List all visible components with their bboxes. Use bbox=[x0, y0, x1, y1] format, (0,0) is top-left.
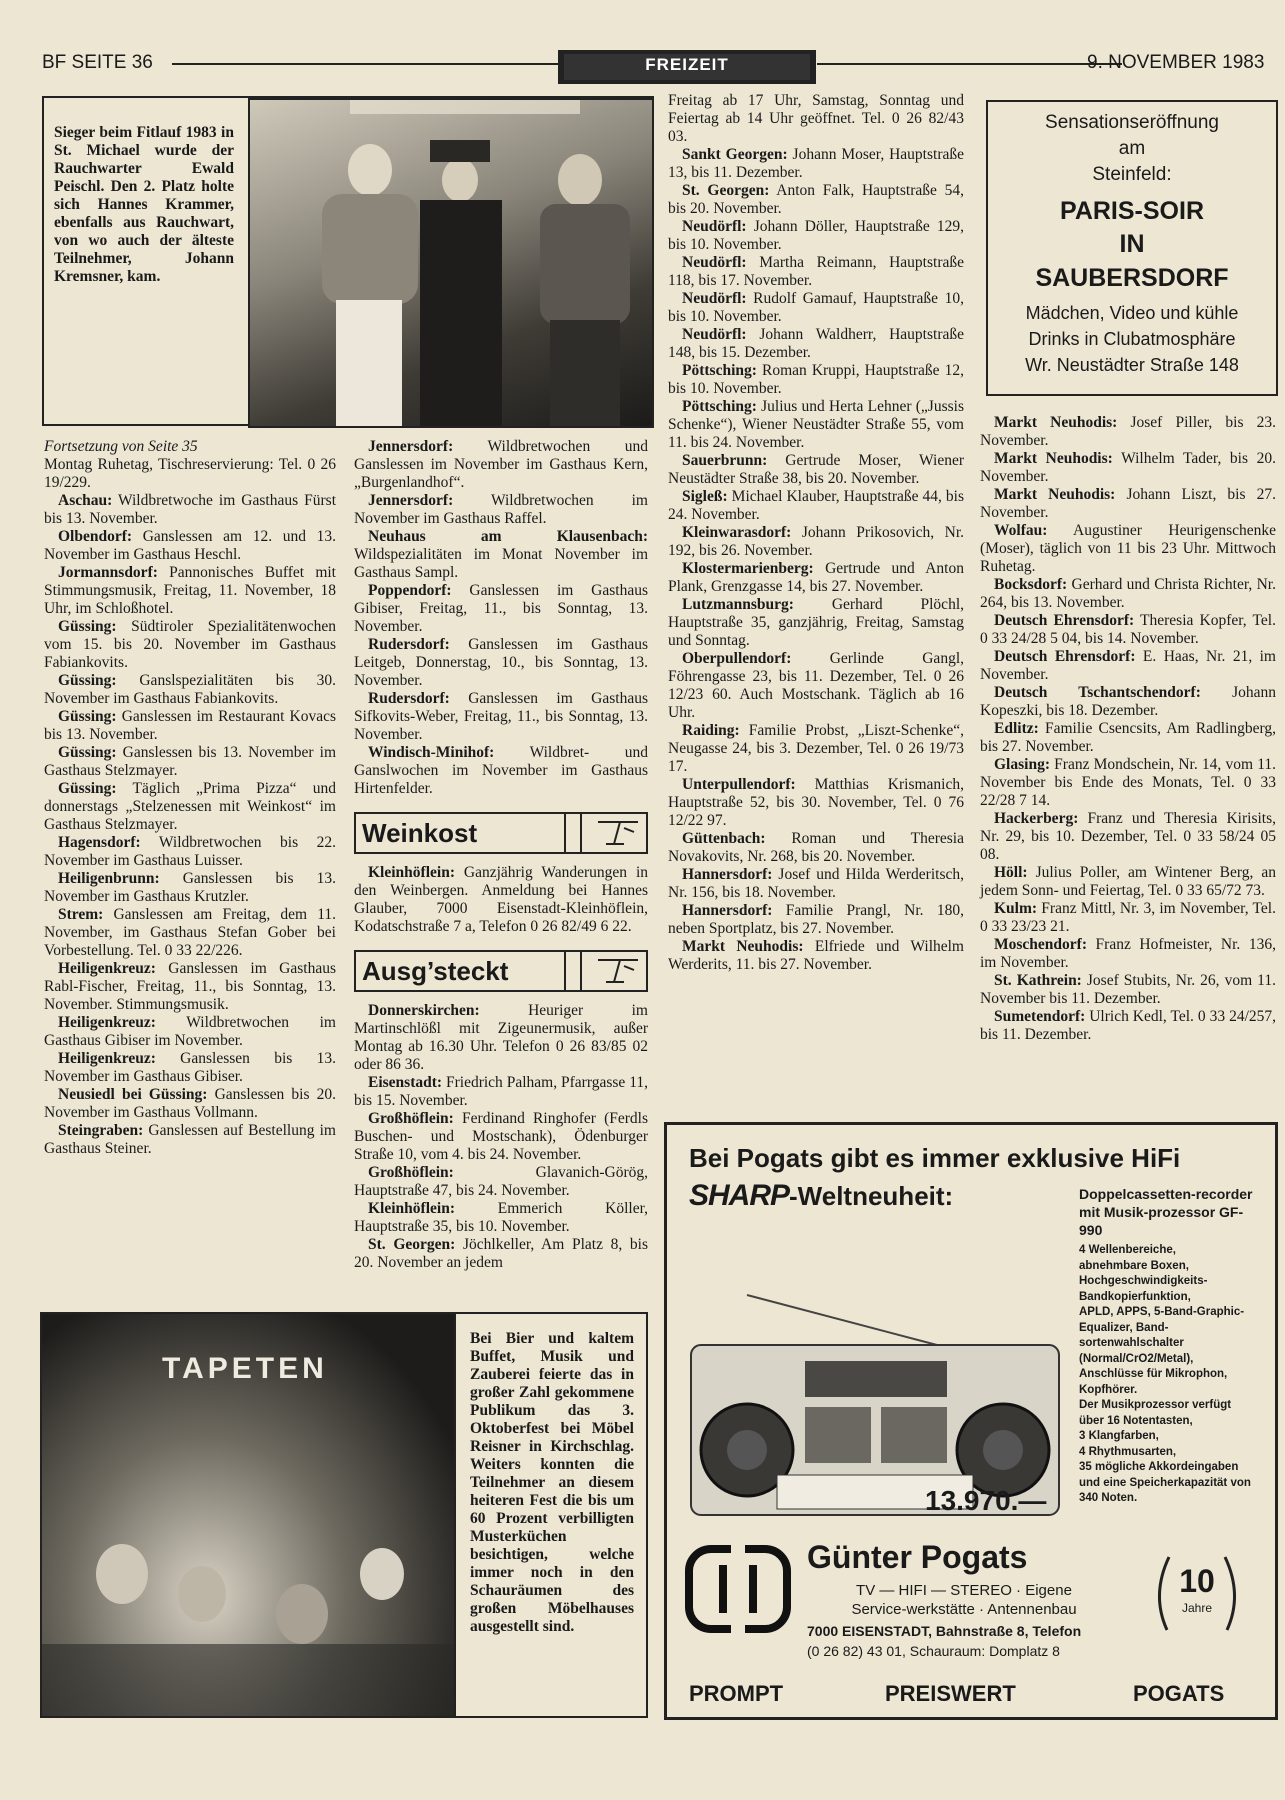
issue-date: 9. NOVEMBER 1983 bbox=[1087, 52, 1265, 73]
listing-entry bbox=[668, 254, 964, 290]
photo-oktoberfest bbox=[42, 1314, 456, 1716]
listing-entry bbox=[668, 902, 964, 938]
ad-paris-soir bbox=[986, 100, 1278, 396]
listing-entry bbox=[980, 486, 1276, 522]
listing-place: Raiding: bbox=[682, 722, 740, 739]
product-features bbox=[1079, 1243, 1259, 1507]
listing-entry bbox=[354, 492, 648, 528]
listing-text: Montag Ruhetag, Tischreservierung: Tel. 0 26 19/229. bbox=[44, 456, 336, 491]
listing-entry bbox=[44, 618, 336, 672]
listing-place: Rudersdorf: bbox=[368, 636, 450, 653]
listing-place: Donnerskirchen: bbox=[368, 1002, 480, 1019]
feature-line: abnehmbare Boxen, bbox=[1079, 1259, 1189, 1272]
header-rule bbox=[817, 63, 1122, 65]
listing-place: Heiligenkreuz: bbox=[58, 1014, 156, 1031]
listing-place: Eisenstadt: bbox=[368, 1074, 443, 1091]
listing-place: Deutsch Ehrensdorf: bbox=[994, 612, 1135, 629]
listing-entry bbox=[668, 146, 964, 182]
listing-entry bbox=[668, 290, 964, 326]
page-number: BF SEITE 36 bbox=[42, 52, 153, 73]
listing-text: Ganslessen im Gasthaus Rabl-Fischer, Freitag, 11., bis Sonntag, 13. November. Stimmungsmusik. bbox=[44, 960, 336, 1013]
photo2-block bbox=[40, 1312, 648, 1718]
listing-entry bbox=[354, 1236, 648, 1272]
listing-place: Neudörfl: bbox=[682, 290, 747, 307]
listing-text: Ganslessen bis 13. November im Gasthaus Stelzmayer. bbox=[44, 744, 336, 779]
listing-text: Familie Probst, „Liszt-Schenke“, Neugasse 24, bis 3. Dezember, Tel. 0 26 19/73 17. bbox=[668, 722, 964, 775]
listing-place: St. Georgen: bbox=[368, 1236, 456, 1253]
listing-entry bbox=[668, 362, 964, 398]
listing-text: Jöchlkeller, Am Platz 8, bis 20. November an jedem bbox=[354, 1236, 649, 1271]
listing-place: Glasing: bbox=[994, 756, 1050, 773]
listing-place: Sumetendorf: bbox=[994, 1008, 1086, 1025]
listing-place: Markt Neuhodis: bbox=[994, 414, 1118, 431]
listing-place: Oberpullendorf: bbox=[682, 650, 792, 667]
listing-text: Johann Moser, Hauptstraße 13, bis 11. Dezember. bbox=[668, 146, 964, 181]
listing-place: Heiligenbrunn: bbox=[58, 870, 160, 887]
listing-place: St. Georgen: bbox=[682, 182, 770, 199]
store-sign: TAPETEN bbox=[162, 1352, 328, 1385]
listing-text: Josef Stubits, Nr. 26, vom 11. November bis 11. Dezember. bbox=[980, 972, 1276, 1007]
listing-text: Emmerich Köller, Hauptstraße 35, bis 10. November. bbox=[354, 1200, 648, 1235]
listing-entry bbox=[980, 684, 1276, 720]
listing-entry bbox=[668, 722, 964, 776]
listing-place: Kleinhöflein: bbox=[368, 1200, 455, 1217]
listing-text: Rudolf Gamauf, Hauptstraße 10, bis 10. November. bbox=[668, 290, 964, 325]
listing-place: Deutsch Tschantschendorf: bbox=[994, 684, 1201, 701]
listing-text: Wilhelm Tader, bis 20. November. bbox=[980, 450, 1276, 485]
listing-text: Wildspezialitäten im Monat November im Gasthaus Sampl. bbox=[354, 546, 648, 581]
listing-text: E. Haas, Nr. 21, im November. bbox=[980, 648, 1276, 683]
wine-glass-icon bbox=[594, 956, 642, 986]
column-1 bbox=[44, 438, 336, 1158]
section-label: FREIZEIT bbox=[558, 50, 816, 84]
listing-entry bbox=[44, 1014, 336, 1050]
slogan-prompt: PROMPT bbox=[689, 1681, 784, 1706]
ad-paris-sub2: Drinks in Clubatmosphäre bbox=[1028, 329, 1236, 349]
ad-paris-title1: PARIS-SOIR bbox=[1060, 197, 1204, 225]
crowd-silhouettes bbox=[42, 1314, 454, 1716]
listing-entry bbox=[668, 398, 964, 452]
listing-place: Kleinhöflein: bbox=[368, 864, 455, 881]
slogan-preiswert: PREISWERT bbox=[885, 1681, 1016, 1706]
listing-text: Ganslspezialitäten bis 30. November im Gasthaus Fabiankovits. bbox=[44, 672, 336, 707]
listing-place: Hagensdorf: bbox=[58, 834, 141, 851]
listing-text: Ganslessen im Restaurant Kovacs bis 13. November. bbox=[44, 708, 336, 743]
listing-place: Strem: bbox=[58, 906, 104, 923]
ad-paris-sub3: Wr. Neustädter Straße 148 bbox=[1025, 355, 1239, 375]
listing-place: Markt Neuhodis: bbox=[682, 938, 804, 955]
anniversary-badge bbox=[1147, 1545, 1247, 1641]
listing-text: Familie Csencsits, Am Radlingberg, bis 27. November. bbox=[980, 720, 1276, 755]
listing-entry bbox=[44, 906, 336, 960]
company-phone: (0 26 82) 43 01, Schauraum: Domplatz 8 bbox=[807, 1643, 1060, 1659]
listing-entry bbox=[354, 1074, 648, 1110]
company-address: 7000 EISENSTADT, Bahnstraße 8, Telefon bbox=[807, 1623, 1082, 1639]
listing-place: Höll: bbox=[994, 864, 1028, 881]
product-title: Doppelcassetten-recorder mit Musik-prozessor GF-990 bbox=[1079, 1186, 1253, 1238]
listing-entry bbox=[668, 938, 964, 974]
listing-text: Ganslessen bis 13. November im Gasthaus Krutzler. bbox=[44, 870, 336, 905]
listing-text: Familie Prangl, Nr. 180, neben Sportplatz, bis 27. November. bbox=[668, 902, 964, 937]
listing-text: Ganslessen am 12. und 13. November im Gasthaus Heschl. bbox=[44, 528, 336, 563]
listing-place: Sauerbrunn: bbox=[682, 452, 768, 469]
listing-entry bbox=[354, 636, 648, 690]
feature-line: 35 mögliche Akkordeingaben und eine Speicherkapazität von 340 Noten. bbox=[1079, 1461, 1251, 1504]
listing-entry bbox=[44, 1122, 336, 1158]
listing-text: Wildbret- und Ganslwochen im November im Gasthaus Hirtenfelder. bbox=[354, 744, 648, 797]
listing-entry bbox=[980, 1008, 1276, 1044]
ad-paris-line2: am bbox=[1118, 138, 1146, 159]
listing-entry bbox=[980, 414, 1276, 450]
listing-place: Güssing: bbox=[58, 708, 117, 725]
listing-entry bbox=[44, 456, 336, 492]
listing-text: Wildbretwochen im November im Gasthaus Raffel. bbox=[354, 492, 648, 527]
listing-entry bbox=[44, 744, 336, 780]
listing-text: Theresia Kopfer, Tel. 0 33 24/28 5 04, bis 14. November. bbox=[980, 612, 1276, 647]
listing-entry bbox=[980, 756, 1276, 810]
listing-text: Gerhard Plöchl, Hauptstraße 35, ganzjährig, Freitag, Samstag und Sonntag. bbox=[668, 596, 964, 649]
listing-entry bbox=[44, 1050, 336, 1086]
page-header bbox=[42, 50, 1277, 80]
feature-line: 4 Wellenbereiche, bbox=[1079, 1244, 1176, 1256]
feature-line: 3 Klangfarben, bbox=[1079, 1430, 1159, 1442]
listing-place: Lutzmannsburg: bbox=[682, 596, 794, 613]
listing-place: Sigleß: bbox=[682, 488, 728, 505]
column-2 bbox=[354, 438, 648, 1272]
listing-place: Markt Neuhodis: bbox=[994, 486, 1116, 503]
listing-entry bbox=[668, 866, 964, 902]
listing-place: Edlitz: bbox=[994, 720, 1039, 737]
listing-place: Klostermarienberg: bbox=[682, 560, 814, 577]
listing-entry bbox=[668, 326, 964, 362]
listing-place: Großhöflein: bbox=[368, 1164, 454, 1181]
column-3 bbox=[668, 92, 964, 974]
listing-text: Johann Waldherr, Hauptstraße 148, bis 15. Dezember. bbox=[668, 326, 964, 361]
company-name: Günter Pogats bbox=[807, 1539, 1028, 1575]
ad-paris-title2: IN bbox=[1119, 230, 1145, 258]
listing-text: Anton Falk, Hauptstraße 54, bis 20. November. bbox=[668, 182, 964, 217]
listing-text: Michael Klauber, Hauptstraße 44, bis 24. November. bbox=[668, 488, 964, 523]
listing-text: Glavanich-Görög, Hauptstraße 47, bis 24. November. bbox=[354, 1164, 648, 1199]
listing-entry bbox=[44, 492, 336, 528]
listing-place: Pöttsching: bbox=[682, 362, 757, 379]
listing-text: Elfriede und Wilhelm Werderits, 11. bis 27. November. bbox=[668, 938, 964, 973]
listing-text: Franz Hofmeister, Nr. 136, im November. bbox=[980, 936, 1276, 971]
listing-place: Steingraben: bbox=[58, 1122, 144, 1139]
listing-entry bbox=[980, 648, 1276, 684]
hifi-brand-suffix: -Weltneuheit: bbox=[789, 1181, 954, 1211]
listing-entry bbox=[354, 1164, 648, 1200]
hifi-brand-line bbox=[689, 1179, 953, 1213]
listing-place: Markt Neuhodis: bbox=[994, 450, 1113, 467]
listing-entry bbox=[354, 528, 648, 582]
listing-text: Julius und Herta Lehner („Jussis Schenke“), Wiener Neustädter Straße 55, vom 11. bis 24. November. bbox=[668, 398, 964, 451]
listing-entry bbox=[980, 810, 1276, 864]
listing-place: Hackerberg: bbox=[994, 810, 1079, 827]
listing-place: Neudörfl: bbox=[682, 254, 747, 271]
listing-text: Ganslessen am Freitag, dem 11. November, im Gasthaus Stefan Gober bei Vorbestellung. Tel. 0 33 22/226. bbox=[44, 906, 336, 959]
badge-number: 10 bbox=[1179, 1563, 1215, 1599]
listing-entry bbox=[668, 560, 964, 596]
sharp-logo: SHARP bbox=[689, 1179, 790, 1212]
listing-place: Sankt Georgen: bbox=[682, 146, 788, 163]
listing-place: Hannersdorf: bbox=[682, 866, 773, 883]
photo-winners bbox=[248, 98, 654, 428]
listing-text: Heuriger im Martinschlößl mit Zigeunermusik, außer Montag ab 16.30 Uhr. Telefon 0 26 83/85 02 oder 86 36. bbox=[354, 1002, 648, 1073]
listing-place: Aschau: bbox=[58, 492, 113, 509]
listing-place: Pöttsching: bbox=[682, 398, 757, 415]
listing-entry bbox=[668, 596, 964, 650]
feature-line: Hochgeschwindigkeits-Bandkopierfunktion, bbox=[1079, 1275, 1208, 1303]
listing-entry bbox=[44, 564, 336, 618]
listing-text: Roman und Theresia Novakovits, Nr. 268, bis 20. November. bbox=[668, 830, 964, 865]
listing-entry bbox=[980, 576, 1276, 612]
listing-place: Rudersdorf: bbox=[368, 690, 450, 707]
listing-place: Kulm: bbox=[994, 900, 1038, 917]
listing-text: Josef und Hilda Werderitsch, Nr. 156, bis 18. November. bbox=[668, 866, 964, 901]
wine-glass-icon bbox=[594, 818, 642, 848]
listing-entry bbox=[980, 972, 1276, 1008]
listing-entry bbox=[668, 524, 964, 560]
listing-place: Moschendorf: bbox=[994, 936, 1087, 953]
listing-place: St. Kathrein: bbox=[994, 972, 1082, 989]
listing-place: Güttenbach: bbox=[682, 830, 766, 847]
continuation-note: Fortsetzung von Seite 35 bbox=[44, 438, 198, 455]
ad-paris-line1: Sensationseröffnung bbox=[1045, 112, 1219, 133]
listing-text: Friedrich Palham, Pfarrgasse 11, bis 15. November. bbox=[354, 1074, 648, 1109]
listing-entry bbox=[980, 720, 1276, 756]
listing-entry bbox=[668, 776, 964, 830]
ad-pogats-hifi bbox=[664, 1122, 1278, 1720]
listing-entry bbox=[354, 690, 648, 744]
listing-place: Hannersdorf: bbox=[682, 902, 773, 919]
listing-text: Roman Kruppi, Hauptstraße 12, bis 10. November. bbox=[668, 362, 964, 397]
photo1-caption: Sieger beim Fitlauf 1983 in St. Michael wurde der Rauchwarter Ewald Peischl. Den 2. Platz holte sich Hannes Krammer, ebenfalls aus Rauchwart, von wo auch der älteste Teilnehmer, Johann Kremsner, kam. bbox=[54, 124, 234, 285]
listing-place: Wolfau: bbox=[994, 522, 1048, 539]
listing-text: Matthias Krismanich, Hauptstraße 52, bis 30. November, Tel. 0 76 12/22 97. bbox=[668, 776, 964, 829]
listing-text: Ganslessen im Gasthaus Sifkovits-Weber, Freitag, 11., bis Sonntag, 13. November. bbox=[354, 690, 648, 743]
feature-line: 4 Rhythmusarten, bbox=[1079, 1445, 1177, 1458]
listing-place: Neudörfl: bbox=[682, 218, 747, 235]
listing-entry bbox=[980, 900, 1276, 936]
listing-text: Ganslessen bis 20. November im Gasthaus Vollmann. bbox=[44, 1086, 336, 1121]
listing-place: Kleinwarasdorf: bbox=[682, 524, 792, 541]
ad-paris-title3: SAUBERSDORF bbox=[1035, 264, 1229, 292]
listing-text: Ulrich Kedl, Tel. 0 33 24/257, bis 11. Dezember. bbox=[980, 1008, 1276, 1043]
listing-place: Jormannsdorf: bbox=[58, 564, 158, 581]
pogats-logo-icon bbox=[683, 1541, 793, 1637]
listing-text: Freitag ab 17 Uhr, Samstag, Sonntag und Feiertag ab 14 Uhr geöffnet. Tel. 0 26 82/43 03. bbox=[668, 92, 964, 145]
listing-text: Augustiner Heurigenschenke (Moser), täglich von 11 bis 23 Uhr. Mittwoch Ruhetag. bbox=[980, 522, 1276, 575]
listing-place: Neusiedl bei Güssing: bbox=[58, 1086, 208, 1103]
listing-text: Franz und Theresia Kirisits, Nr. 29, bis 10. Dezember, Tel. 0 33 58/24 05 08. bbox=[980, 810, 1276, 863]
listing-place: Windisch-Minihof: bbox=[368, 744, 495, 761]
listing-entry bbox=[668, 182, 964, 218]
feature-line: APLD, APPS, 5-Band-Graphic-Equalizer, Band-sortenwahlschalter (Normal/CrO2/Metal), bbox=[1079, 1306, 1245, 1365]
slogan-pogats: POGATS bbox=[1133, 1681, 1225, 1706]
price: 13.970.— bbox=[925, 1485, 1047, 1516]
listing-entry bbox=[668, 830, 964, 866]
listing-entry bbox=[668, 488, 964, 524]
listing-text: Johann Döller, Hauptstraße 129, bis 10. November. bbox=[668, 218, 964, 253]
listing-entry bbox=[44, 960, 336, 1014]
listing-place: Neudörfl: bbox=[682, 326, 747, 343]
listing-text: Wildbretwoche im Gasthaus Fürst bis 13. November. bbox=[44, 492, 336, 527]
listing-entry bbox=[354, 1002, 648, 1074]
listing-entry bbox=[44, 672, 336, 708]
listing-text: Täglich „Prima Pizza“ und donnerstags „Stelzenessen mit Weinkost“ im Gasthaus Stelzmayer. bbox=[44, 780, 336, 833]
badge-text: Jahre bbox=[1181, 1601, 1213, 1615]
listing-entry bbox=[44, 708, 336, 744]
listing-text: Ganslessen bis 13. November im Gasthaus Gibiser. bbox=[44, 1050, 336, 1085]
listing-place: Heiligenkreuz: bbox=[58, 1050, 156, 1067]
listing-entry bbox=[354, 1200, 648, 1236]
listing-text: Südtiroler Spezialitätenwochen vom 15. bis 20. November im Gasthaus Fabiankovits. bbox=[44, 618, 336, 671]
listing-entry bbox=[980, 450, 1276, 486]
company-services: TV — HIFI — STEREO · Eigene Service-werkstätte · Antennenbau bbox=[851, 1582, 1077, 1618]
listing-place: Deutsch Ehrensdorf: bbox=[994, 648, 1136, 665]
listing-entry bbox=[668, 218, 964, 254]
listing-text: Josef Piller, bis 23. November. bbox=[980, 414, 1277, 449]
photo1-block bbox=[42, 96, 654, 426]
listing-text: Franz Mondschein, Nr. 14, vom 11. November bis Ende des Monats, Tel. 0 33 22/28 7 14. bbox=[980, 756, 1276, 809]
listing-text: Wildbretwochen im Gasthaus Gibiser im November. bbox=[44, 1014, 336, 1049]
listing-entry bbox=[44, 780, 336, 834]
listing-entry bbox=[668, 650, 964, 722]
photo2-caption: Bei Bier und kaltem Buffet, Musik und Zauberei feierte das in großer Zahl gekommene Publikum das 3. Oktoberfest bei Möbel Reisner in Kirchschlag. Weiters konnten die Teilnehmer an diesem heiteren Fest die bis um 60 Prozent verbilligten Musterküchen besichtigen, welche immer noch in den Schauräumen des großen Möbelhauses ausgestellt sind. bbox=[470, 1330, 634, 1635]
listing-text: Gerhard und Christa Richter, Nr. 264, bis 13. November. bbox=[980, 576, 1276, 611]
listing-entry bbox=[354, 1110, 648, 1164]
ad-paris-line3: Steinfeld: bbox=[1092, 164, 1172, 185]
listing-text: Ganslessen auf Bestellung im Gasthaus Steiner. bbox=[44, 1122, 336, 1157]
listing-entry bbox=[354, 744, 648, 798]
listing-text: Ganzjährig Wanderungen in den Weinbergen. Anmeldung bei Hannes Glauber, 7000 Eisenstadt-Kleinhöflein, Kodatschstraße 7 a, Telefon 0 26 82/49 6 22. bbox=[354, 864, 648, 935]
listing-text: Julius Poller, am Wintener Berg, an jedem Sonn- und Feiertag, Tel. 0 33 65/72 73. bbox=[980, 864, 1276, 899]
listing-place: Unterpullendorf: bbox=[682, 776, 796, 793]
listing-entry bbox=[980, 936, 1276, 972]
listing-entry bbox=[44, 870, 336, 906]
listing-entry bbox=[354, 582, 648, 636]
ad-paris-sub1: Mädchen, Video und kühle bbox=[1025, 303, 1239, 323]
listing-entry bbox=[980, 522, 1276, 576]
listing-place: Neuhaus am Klausenbach: bbox=[368, 528, 648, 545]
listing-place: Güssing: bbox=[58, 618, 117, 635]
listing-place: Großhöflein: bbox=[368, 1110, 454, 1127]
listing-place: Jennersdorf: bbox=[368, 492, 454, 509]
listing-place: Jennersdorf: bbox=[368, 438, 454, 455]
listing-text: Martha Reimann, Hauptstraße 118, bis 17. November. bbox=[668, 254, 964, 289]
listing-text: Wildbretwochen bis 22. November im Gasthaus Luisser. bbox=[44, 834, 336, 869]
listing-place: Güssing: bbox=[58, 744, 117, 761]
listing-place: Olbendorf: bbox=[58, 528, 133, 545]
listing-entry bbox=[980, 612, 1276, 648]
listing-text: Johann Kopeszki, bis 18. Dezember. bbox=[980, 684, 1276, 719]
listing-place: Heiligenkreuz: bbox=[58, 960, 156, 977]
listing-text: Wildbretwochen und Ganslessen im November im Gasthaus Kern, „Burgenlandhof“. bbox=[354, 438, 648, 491]
listing-entry bbox=[354, 438, 648, 492]
listing-text: Johann Prikosovich, Nr. 192, bis 26. November. bbox=[668, 524, 964, 559]
listing-entry bbox=[668, 452, 964, 488]
listing-entry bbox=[354, 864, 648, 936]
column-4 bbox=[980, 414, 1276, 1044]
listing-place: Güssing: bbox=[58, 672, 117, 689]
listing-place: Güssing: bbox=[58, 780, 117, 797]
listing-entry bbox=[44, 834, 336, 870]
feature-line: Der Musikprozessor verfügt über 16 Notentasten, bbox=[1079, 1399, 1232, 1427]
listing-entry bbox=[44, 528, 336, 564]
listing-place: Bocksdorf: bbox=[994, 576, 1068, 593]
listing-text: Johann Liszt, bis 27. November. bbox=[980, 486, 1276, 521]
listing-place: Poppendorf: bbox=[368, 582, 452, 599]
feature-line: Anschlüsse für Mikrophon, Kopfhörer. bbox=[1079, 1368, 1228, 1396]
ausgsteckt-heading: Ausg’steckt bbox=[354, 950, 648, 992]
listing-entry bbox=[44, 1086, 336, 1122]
listing-text: Ganslessen im Gasthaus Leitgeb, Donnerstag, 10., bis Sonntag, 13. November. bbox=[354, 636, 648, 689]
hifi-headline: Bei Pogats gibt es immer exklusive HiFi bbox=[689, 1143, 1181, 1173]
listing-text: Pannonisches Buffet mit Stimmungsmusik, Freitag, 11. November, 18 Uhr, im Schloßhotel. bbox=[44, 564, 336, 617]
listing-entry bbox=[980, 864, 1276, 900]
listing-text: Franz Mittl, Nr. 3, im November, Tel. 0 33 23/23 21. bbox=[980, 900, 1276, 935]
header-rule bbox=[172, 63, 592, 65]
photo-winners-figures bbox=[250, 100, 652, 426]
listing-entry bbox=[668, 92, 964, 146]
listing-text: Gertrude und Anton Plank, Grenzgasse 14, bis 27. November. bbox=[668, 560, 964, 595]
weinkost-heading: Weinkost bbox=[354, 812, 648, 854]
listing-text: Ferdinand Ringhofer (Ferdls Buschen- und Mostschank), Ödenburger Straße 10, vom 4. bis 24. November. bbox=[354, 1110, 648, 1163]
listing-text: Ganslessen im Gasthaus Gibiser, Freitag, 11., bis Sonntag, 13. November. bbox=[354, 582, 648, 635]
listing-text: Gertrude Moser, Wiener Neustädter Straße 38, bis 20. November. bbox=[668, 452, 964, 487]
listing-text: Gerlinde Gangl, Föhrengasse 23, bis 11. Dezember, Tel. 0 26 12/23 60. Auch Mostschank. Täglich ab 16 Uhr. bbox=[668, 650, 964, 721]
